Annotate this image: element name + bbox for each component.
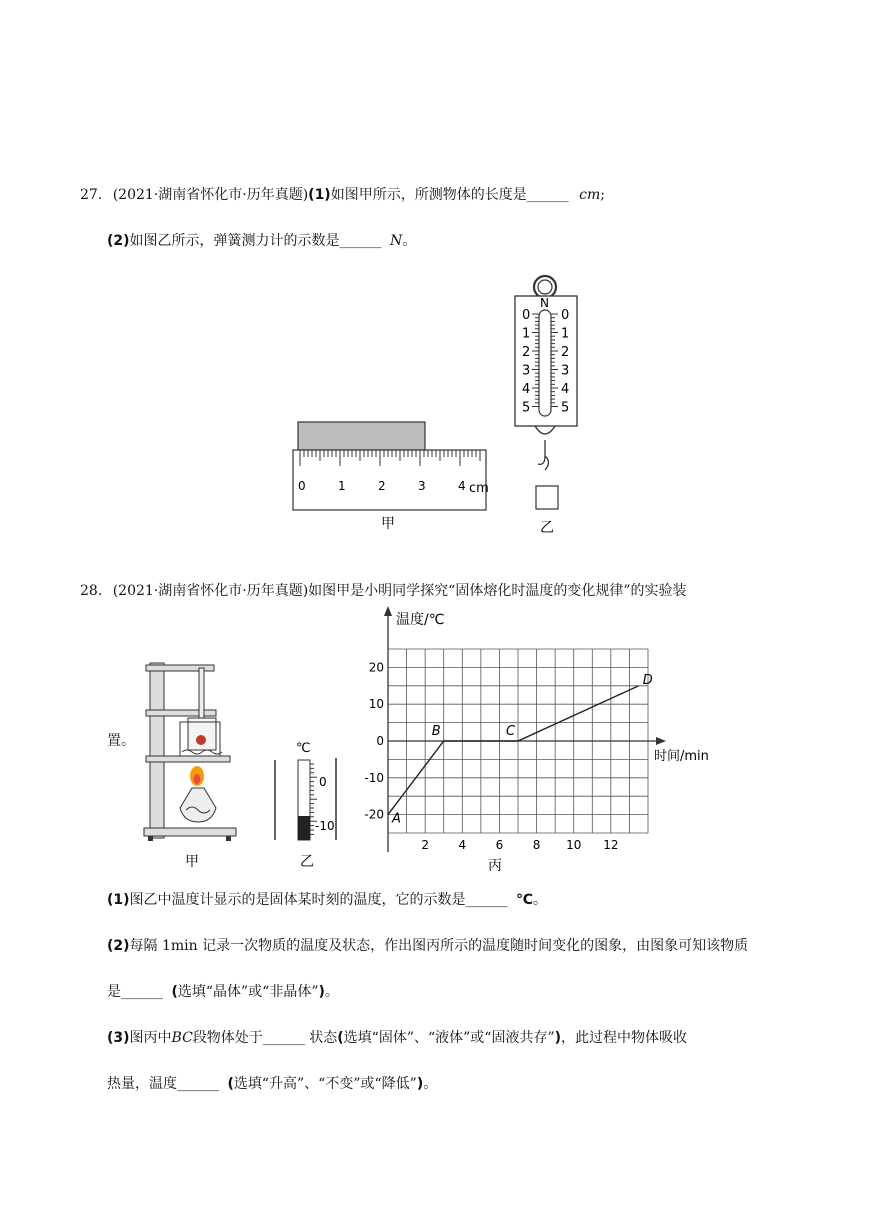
scale-hook-base bbox=[535, 426, 555, 434]
sample-solid bbox=[196, 735, 206, 745]
figure-yi-label: 乙 bbox=[540, 520, 554, 536]
scale-left-label: 4 bbox=[522, 382, 531, 397]
q28-p2-line2-end: 。 bbox=[324, 984, 339, 1000]
ruler-tick-label: 2 bbox=[378, 479, 386, 493]
spring-scale-figure bbox=[505, 262, 595, 542]
q27-p1-unit: cm bbox=[579, 187, 601, 203]
q27-line1 bbox=[80, 186, 605, 204]
figure-jia-label: 甲 bbox=[185, 854, 199, 870]
stand-foot bbox=[226, 836, 231, 841]
ruler-tick-label: 3 bbox=[418, 479, 426, 493]
point-label-a: A bbox=[392, 811, 401, 827]
q28-p3-paren: ( bbox=[337, 1030, 344, 1046]
q28-p3-line2-a: 热量，温度 bbox=[107, 1076, 177, 1092]
q28-number: 28. bbox=[80, 583, 103, 599]
q28-p1-text: 图乙中温度计显示的是固体某时刻的温度，它的示数是 bbox=[129, 892, 466, 908]
ruler-figure bbox=[285, 418, 495, 538]
x-axis-arrow-icon bbox=[656, 737, 666, 745]
x-tick-label: 12 bbox=[603, 838, 619, 852]
ruler-unit: cm bbox=[469, 481, 489, 496]
scale-left-label: 2 bbox=[522, 345, 531, 360]
chart-x-ticks bbox=[421, 838, 618, 852]
point-label-b: B bbox=[431, 724, 441, 739]
q28-p3-line2 bbox=[107, 1075, 437, 1093]
y-tick-label: 0 bbox=[376, 734, 384, 748]
stand-rod bbox=[150, 663, 164, 838]
q28-p3 bbox=[107, 1029, 687, 1047]
q28-p3-text-d: 选填“固体”、“液体”或“固液共存” bbox=[343, 1030, 555, 1046]
scale-right-label: 4 bbox=[561, 382, 570, 397]
thermometer-figure bbox=[268, 738, 348, 873]
q28-p1-num: (1) bbox=[107, 892, 130, 908]
q27-p2-blank[interactable]: ______ bbox=[339, 233, 382, 249]
q28-p1-end: 。 bbox=[532, 892, 547, 908]
q27-line2 bbox=[107, 232, 416, 250]
q28-p2-text: 每隔 1min 记录一次物质的温度及状态，作出图丙所示的温度随时间变化的图象，由图象可知该物质 bbox=[129, 938, 749, 954]
point-label-c: C bbox=[506, 724, 516, 739]
chart-y-ticks bbox=[364, 660, 384, 821]
q28-line1 bbox=[80, 582, 687, 600]
q28-p2-close: ) bbox=[318, 984, 325, 1000]
measured-block bbox=[298, 422, 425, 450]
scale-tube bbox=[539, 310, 551, 416]
scale-right-label: 2 bbox=[561, 345, 570, 360]
y-tick-label: 10 bbox=[368, 697, 384, 712]
x-tick-label: 8 bbox=[532, 838, 541, 852]
chart-x-label: 时间/min bbox=[654, 749, 709, 764]
q28-p3-num: (3) bbox=[107, 1030, 130, 1046]
q28-p3-text-b: 段物体处于 bbox=[192, 1030, 263, 1046]
scale-left-label: 1 bbox=[522, 326, 531, 342]
stand-clamp-mid bbox=[146, 710, 216, 716]
q28-p3-blank[interactable]: ______ bbox=[262, 1030, 305, 1046]
q28-p3-line2-end: 。 bbox=[423, 1076, 438, 1092]
x-tick-label: 2 bbox=[421, 838, 429, 852]
q27-p2-text: 如图乙所示，弹簧测力计的示数是 bbox=[129, 233, 340, 249]
test-tube-beaker bbox=[188, 718, 216, 750]
x-tick-label: 6 bbox=[495, 838, 504, 852]
y-tick-label: -20 bbox=[364, 807, 384, 822]
chart-point-labels bbox=[391, 673, 653, 827]
q28-p2-line2-b: 选填“晶体”或“非晶体” bbox=[177, 984, 319, 1000]
temperature-time-chart bbox=[358, 602, 718, 880]
q28-p3-line2-b: 选填“升高”、“不变”或“降低” bbox=[233, 1076, 417, 1092]
q27-p1-num: (1) bbox=[308, 187, 331, 203]
q28-p3-text-e: ，此过程中物体吸收 bbox=[561, 1030, 688, 1046]
heating-apparatus-figure bbox=[142, 660, 242, 875]
q28-p3-line2-blank[interactable]: ______ bbox=[177, 1076, 219, 1092]
q28-p3-text-a: 图丙中 bbox=[129, 1030, 172, 1046]
figure-yi-label: 乙 bbox=[300, 854, 314, 870]
scale-ring bbox=[534, 276, 556, 298]
point-label-d: D bbox=[642, 672, 653, 688]
scale-top-n: N bbox=[540, 296, 549, 310]
scale-left-label: 3 bbox=[522, 363, 531, 379]
q28-p1 bbox=[107, 891, 547, 909]
q28-p2-line2 bbox=[107, 983, 339, 1001]
q28-p1-blank[interactable]: ______ bbox=[465, 892, 508, 908]
q28-stem-end: 置。 bbox=[107, 733, 135, 749]
q28-p3-bc: BC bbox=[171, 1030, 193, 1046]
thermometer-mercury bbox=[298, 816, 310, 840]
hanging-weight bbox=[536, 486, 558, 509]
y-axis-arrow-icon bbox=[384, 606, 392, 616]
chart-y-label: 温度/℃ bbox=[396, 612, 445, 628]
q27-p2-unit: N bbox=[390, 233, 403, 249]
q27-p1-blank[interactable]: ______ bbox=[526, 187, 569, 203]
stand-base bbox=[144, 828, 236, 836]
flame-core-icon bbox=[194, 774, 201, 784]
scale-hook bbox=[538, 440, 549, 470]
scale-right-label: 3 bbox=[561, 363, 570, 379]
temperature-series-line bbox=[388, 686, 639, 815]
scale-right-label: 5 bbox=[561, 400, 570, 416]
stand-foot bbox=[148, 836, 153, 841]
y-tick-label: 20 bbox=[368, 660, 384, 675]
q27-p2-end: 。 bbox=[402, 233, 417, 249]
q28-p1-unit: ℃ bbox=[516, 892, 533, 908]
scale-left-label: 5 bbox=[522, 400, 531, 416]
q27-p2-num: (2) bbox=[107, 233, 130, 249]
x-tick-label: 10 bbox=[566, 838, 582, 852]
q28-p2-blank[interactable]: ______ bbox=[121, 984, 163, 1000]
ruler-tick-label: 0 bbox=[298, 479, 306, 493]
x-tick-label: 4 bbox=[458, 838, 467, 852]
water-surface bbox=[182, 750, 222, 754]
scale-ring-inner bbox=[538, 280, 552, 294]
q28-p2-num: (2) bbox=[107, 938, 130, 954]
q27-p1-text: 如图甲所示，所测物体的长度是 bbox=[330, 187, 527, 203]
q28-stem: 如图甲是小明同学探究“固体熔化时温度的变化规律”的实验装 bbox=[308, 583, 687, 599]
scale-right-label: 0 bbox=[561, 308, 570, 323]
figure-jia-label: 甲 bbox=[381, 516, 395, 532]
q28-p2-paren: ( bbox=[171, 984, 178, 1000]
y-tick-label: -10 bbox=[364, 770, 384, 785]
q28-p3-line2-paren: ( bbox=[227, 1076, 234, 1092]
ruler-tick-label: 4 bbox=[458, 479, 466, 493]
q28-p3-text-c: 状态 bbox=[304, 1030, 338, 1046]
q28-p2 bbox=[107, 937, 748, 955]
scale-right-label: 1 bbox=[561, 326, 570, 342]
q28-p3-close: ) bbox=[554, 1030, 562, 1046]
q28-p3-line2-close: ) bbox=[416, 1076, 424, 1092]
stand-ring bbox=[146, 756, 230, 762]
thermometer-unit: ℃ bbox=[296, 741, 311, 756]
q28-p2-line2-a: 是 bbox=[107, 984, 121, 1000]
q27-source: (2021·湖南省怀化市·历年真题) bbox=[112, 187, 309, 203]
thermometer-label-0: 0 bbox=[319, 775, 327, 789]
figure-bing-label: 丙 bbox=[488, 858, 502, 874]
chart-series bbox=[388, 686, 639, 815]
q27-p1-end: ; bbox=[600, 187, 606, 203]
thermometer-label-minus10: -10 bbox=[315, 819, 335, 833]
scale-left-label: 0 bbox=[522, 308, 531, 323]
ruler-tick-label: 1 bbox=[338, 479, 346, 493]
q28-source: (2021·湖南省怀化市·历年真题) bbox=[112, 583, 309, 599]
alcohol-lamp bbox=[180, 788, 216, 822]
q27-number: 27. bbox=[80, 187, 103, 203]
